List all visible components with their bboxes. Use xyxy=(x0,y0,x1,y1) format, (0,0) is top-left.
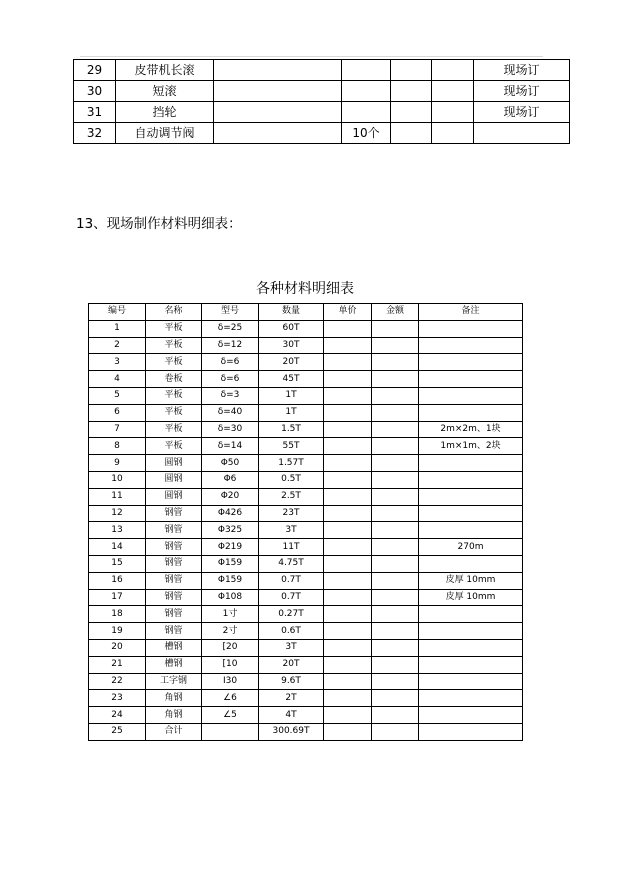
quantity: 0.7T xyxy=(259,589,324,606)
table-row xyxy=(89,488,523,505)
material-name: 合计 xyxy=(146,723,202,740)
material-name: 平板 xyxy=(146,421,202,438)
spec-cell xyxy=(214,102,342,123)
table-row xyxy=(89,707,523,724)
table-row xyxy=(89,522,523,539)
model-spec: [10 xyxy=(202,656,259,673)
table-row xyxy=(89,539,523,556)
materials-header-row xyxy=(89,304,523,321)
amount xyxy=(372,488,419,505)
row-number: 17 xyxy=(89,589,146,606)
quantity-cell: 10个 xyxy=(342,123,391,144)
unit-price xyxy=(324,455,372,472)
remark xyxy=(419,555,523,572)
remark xyxy=(419,371,523,388)
cell xyxy=(391,60,432,81)
quantity: 0.27T xyxy=(259,606,324,623)
unit-price xyxy=(324,707,372,724)
row-number: 21 xyxy=(89,656,146,673)
amount xyxy=(372,673,419,690)
model-spec: Φ325 xyxy=(202,522,259,539)
remark xyxy=(419,404,523,421)
remark xyxy=(419,606,523,623)
quantity: 9.6T xyxy=(259,673,324,690)
material-name: 圆钢 xyxy=(146,488,202,505)
amount xyxy=(372,354,419,371)
unit-price xyxy=(324,623,372,640)
item-name: 挡轮 xyxy=(116,102,214,123)
column-header: 名称 xyxy=(146,304,202,321)
unit-price xyxy=(324,656,372,673)
spec-cell xyxy=(214,123,342,144)
row-number: 9 xyxy=(89,455,146,472)
material-name: 钢管 xyxy=(146,505,202,522)
material-name: 槽钢 xyxy=(146,639,202,656)
column-header: 金额 xyxy=(372,304,419,321)
amount xyxy=(372,707,419,724)
model-spec: δ=40 xyxy=(202,404,259,421)
remark xyxy=(419,505,523,522)
row-number: 16 xyxy=(89,572,146,589)
remark xyxy=(419,707,523,724)
item-name: 自动调节阀 xyxy=(116,123,214,144)
table-row xyxy=(89,438,523,455)
model-spec: ∠6 xyxy=(202,690,259,707)
remark: 皮厚 10mm xyxy=(419,572,523,589)
unit-price xyxy=(324,488,372,505)
amount xyxy=(372,589,419,606)
section-heading: 13、现场制作材料明细表： xyxy=(76,216,242,232)
table-row xyxy=(89,572,523,589)
quantity: 0.6T xyxy=(259,623,324,640)
table-row xyxy=(89,404,523,421)
remark xyxy=(419,690,523,707)
amount xyxy=(372,723,419,740)
table-row xyxy=(89,354,523,371)
unit-price xyxy=(324,572,372,589)
material-name: 工字钢 xyxy=(146,673,202,690)
cell xyxy=(432,102,474,123)
quantity: 3T xyxy=(259,522,324,539)
cell xyxy=(432,123,474,144)
model-spec: Φ426 xyxy=(202,505,259,522)
unit-price xyxy=(324,723,372,740)
material-name: 钢管 xyxy=(146,555,202,572)
unit-price xyxy=(324,690,372,707)
remark xyxy=(419,337,523,354)
quantity: 60T xyxy=(259,320,324,337)
remark xyxy=(419,656,523,673)
cell xyxy=(391,123,432,144)
remark xyxy=(419,455,523,472)
material-name: 钢管 xyxy=(146,572,202,589)
table-row xyxy=(89,421,523,438)
row-number: 8 xyxy=(89,438,146,455)
remark xyxy=(419,387,523,404)
amount xyxy=(372,690,419,707)
remark xyxy=(419,639,523,656)
amount xyxy=(372,522,419,539)
equipment-table-continuation xyxy=(73,59,570,144)
column-header: 数量 xyxy=(259,304,324,321)
row-number: 12 xyxy=(89,505,146,522)
amount xyxy=(372,387,419,404)
table-row xyxy=(89,690,523,707)
table-row xyxy=(89,320,523,337)
row-number: 24 xyxy=(89,707,146,724)
unit-price xyxy=(324,438,372,455)
column-header: 型号 xyxy=(202,304,259,321)
unit-price xyxy=(324,471,372,488)
table-row xyxy=(89,387,523,404)
item-name: 皮带机长滚 xyxy=(116,60,214,81)
quantity: 1.5T xyxy=(259,421,324,438)
material-name: 平板 xyxy=(146,387,202,404)
row-number: 20 xyxy=(89,639,146,656)
material-name: 平板 xyxy=(146,404,202,421)
amount xyxy=(372,471,419,488)
table-row xyxy=(89,371,523,388)
row-number: 29 xyxy=(74,60,116,81)
material-name: 圆钢 xyxy=(146,455,202,472)
row-number: 7 xyxy=(89,421,146,438)
table-row xyxy=(89,623,523,640)
quantity: 3T xyxy=(259,639,324,656)
unit-price xyxy=(324,337,372,354)
unit-price xyxy=(324,505,372,522)
quantity: 4.75T xyxy=(259,555,324,572)
remark: 皮厚 10mm xyxy=(419,589,523,606)
amount xyxy=(372,404,419,421)
model-spec: [20 xyxy=(202,639,259,656)
amount xyxy=(372,421,419,438)
table-row xyxy=(89,337,523,354)
remark: 270m xyxy=(419,539,523,556)
remark-cell: 现场订 xyxy=(474,102,570,123)
amount xyxy=(372,371,419,388)
cell xyxy=(432,60,474,81)
material-name: 钢管 xyxy=(146,522,202,539)
model-spec: δ=12 xyxy=(202,337,259,354)
remark xyxy=(419,320,523,337)
unit-price xyxy=(324,354,372,371)
quantity: 1T xyxy=(259,387,324,404)
column-header: 单价 xyxy=(324,304,372,321)
amount xyxy=(372,623,419,640)
row-number: 19 xyxy=(89,623,146,640)
unit-price xyxy=(324,421,372,438)
quantity: 0.7T xyxy=(259,572,324,589)
row-number: 5 xyxy=(89,387,146,404)
remark-cell xyxy=(474,123,570,144)
amount xyxy=(372,572,419,589)
unit-price xyxy=(324,673,372,690)
remark: 2m×2m、1块 xyxy=(419,421,523,438)
remark xyxy=(419,522,523,539)
row-number: 6 xyxy=(89,404,146,421)
model-spec: ∠5 xyxy=(202,707,259,724)
table-row xyxy=(89,606,523,623)
row-number: 3 xyxy=(89,354,146,371)
remark: 1m×1m、2块 xyxy=(419,438,523,455)
amount xyxy=(372,455,419,472)
table-row xyxy=(89,589,523,606)
model-spec: Φ6 xyxy=(202,471,259,488)
amount xyxy=(372,555,419,572)
row-number: 18 xyxy=(89,606,146,623)
unit-price xyxy=(324,404,372,421)
remark xyxy=(419,471,523,488)
row-number: 22 xyxy=(89,673,146,690)
row-number: 14 xyxy=(89,539,146,556)
row-number: 1 xyxy=(89,320,146,337)
material-name: 平板 xyxy=(146,337,202,354)
quantity: 20T xyxy=(259,656,324,673)
material-name: 钢管 xyxy=(146,623,202,640)
spec-cell xyxy=(214,60,342,81)
row-number: 32 xyxy=(74,123,116,144)
table-row xyxy=(89,673,523,690)
table-row xyxy=(89,723,523,740)
unit-price xyxy=(324,320,372,337)
table-row xyxy=(89,505,523,522)
amount xyxy=(372,438,419,455)
material-name: 平板 xyxy=(146,438,202,455)
quantity: 1.57T xyxy=(259,455,324,472)
quantity: 11T xyxy=(259,539,324,556)
row-number: 13 xyxy=(89,522,146,539)
amount xyxy=(372,337,419,354)
quantity: 2.5T xyxy=(259,488,324,505)
remark xyxy=(419,488,523,505)
row-number: 11 xyxy=(89,488,146,505)
materials-table-title: 各种材料明细表 xyxy=(256,281,354,297)
remark xyxy=(419,723,523,740)
quantity: 0.5T xyxy=(259,471,324,488)
model-spec: Φ159 xyxy=(202,572,259,589)
row-number: 30 xyxy=(74,81,116,102)
remark xyxy=(419,623,523,640)
quantity: 23T xyxy=(259,505,324,522)
remark-cell: 现场订 xyxy=(474,81,570,102)
table-row xyxy=(89,471,523,488)
amount xyxy=(372,539,419,556)
table-row xyxy=(74,123,570,144)
remark xyxy=(419,673,523,690)
quantity: 300.69T xyxy=(259,723,324,740)
model-spec: 2寸 xyxy=(202,623,259,640)
material-name: 钢管 xyxy=(146,606,202,623)
table-row xyxy=(89,455,523,472)
remark-cell: 现场订 xyxy=(474,60,570,81)
unit-price xyxy=(324,555,372,572)
unit-price xyxy=(324,639,372,656)
table-row xyxy=(89,656,523,673)
model-spec: Φ219 xyxy=(202,539,259,556)
model-spec: 1寸 xyxy=(202,606,259,623)
unit-price xyxy=(324,606,372,623)
material-name: 槽钢 xyxy=(146,656,202,673)
quantity-cell xyxy=(342,102,391,123)
model-spec: I30 xyxy=(202,673,259,690)
cell xyxy=(432,81,474,102)
amount xyxy=(372,639,419,656)
remark xyxy=(419,354,523,371)
material-name: 卷板 xyxy=(146,371,202,388)
material-name: 圆钢 xyxy=(146,471,202,488)
material-name: 角钢 xyxy=(146,690,202,707)
model-spec: Φ159 xyxy=(202,555,259,572)
table-row xyxy=(89,639,523,656)
column-header: 备注 xyxy=(419,304,523,321)
row-number: 23 xyxy=(89,690,146,707)
row-number: 25 xyxy=(89,723,146,740)
row-number: 2 xyxy=(89,337,146,354)
model-spec: δ=30 xyxy=(202,421,259,438)
row-number: 4 xyxy=(89,371,146,388)
page-top-divider xyxy=(80,56,543,57)
quantity: 55T xyxy=(259,438,324,455)
unit-price xyxy=(324,522,372,539)
row-number: 15 xyxy=(89,555,146,572)
material-name: 钢管 xyxy=(146,589,202,606)
material-name: 钢管 xyxy=(146,539,202,556)
unit-price xyxy=(324,387,372,404)
row-number: 31 xyxy=(74,102,116,123)
table-row xyxy=(74,102,570,123)
model-spec: Φ50 xyxy=(202,455,259,472)
model-spec: δ=6 xyxy=(202,354,259,371)
table-row xyxy=(74,81,570,102)
quantity-cell xyxy=(342,81,391,102)
cell xyxy=(391,81,432,102)
model-spec: δ=6 xyxy=(202,371,259,388)
materials-table xyxy=(88,303,523,741)
cell xyxy=(391,102,432,123)
unit-price xyxy=(324,371,372,388)
amount xyxy=(372,320,419,337)
table-row xyxy=(89,555,523,572)
amount xyxy=(372,606,419,623)
quantity: 2T xyxy=(259,690,324,707)
item-name: 短滚 xyxy=(116,81,214,102)
table-row xyxy=(74,60,570,81)
spec-cell xyxy=(214,81,342,102)
material-name: 角钢 xyxy=(146,707,202,724)
quantity: 30T xyxy=(259,337,324,354)
quantity: 45T xyxy=(259,371,324,388)
model-spec: δ=3 xyxy=(202,387,259,404)
quantity: 20T xyxy=(259,354,324,371)
material-name: 平板 xyxy=(146,354,202,371)
unit-price xyxy=(324,539,372,556)
model-spec: δ=25 xyxy=(202,320,259,337)
amount xyxy=(372,505,419,522)
model-spec: δ=14 xyxy=(202,438,259,455)
quantity: 1T xyxy=(259,404,324,421)
quantity: 4T xyxy=(259,707,324,724)
model-spec xyxy=(202,723,259,740)
column-header: 编号 xyxy=(89,304,146,321)
unit-price xyxy=(324,589,372,606)
model-spec: Φ108 xyxy=(202,589,259,606)
quantity-cell xyxy=(342,60,391,81)
row-number: 10 xyxy=(89,471,146,488)
model-spec: Φ20 xyxy=(202,488,259,505)
amount xyxy=(372,656,419,673)
material-name: 平板 xyxy=(146,320,202,337)
